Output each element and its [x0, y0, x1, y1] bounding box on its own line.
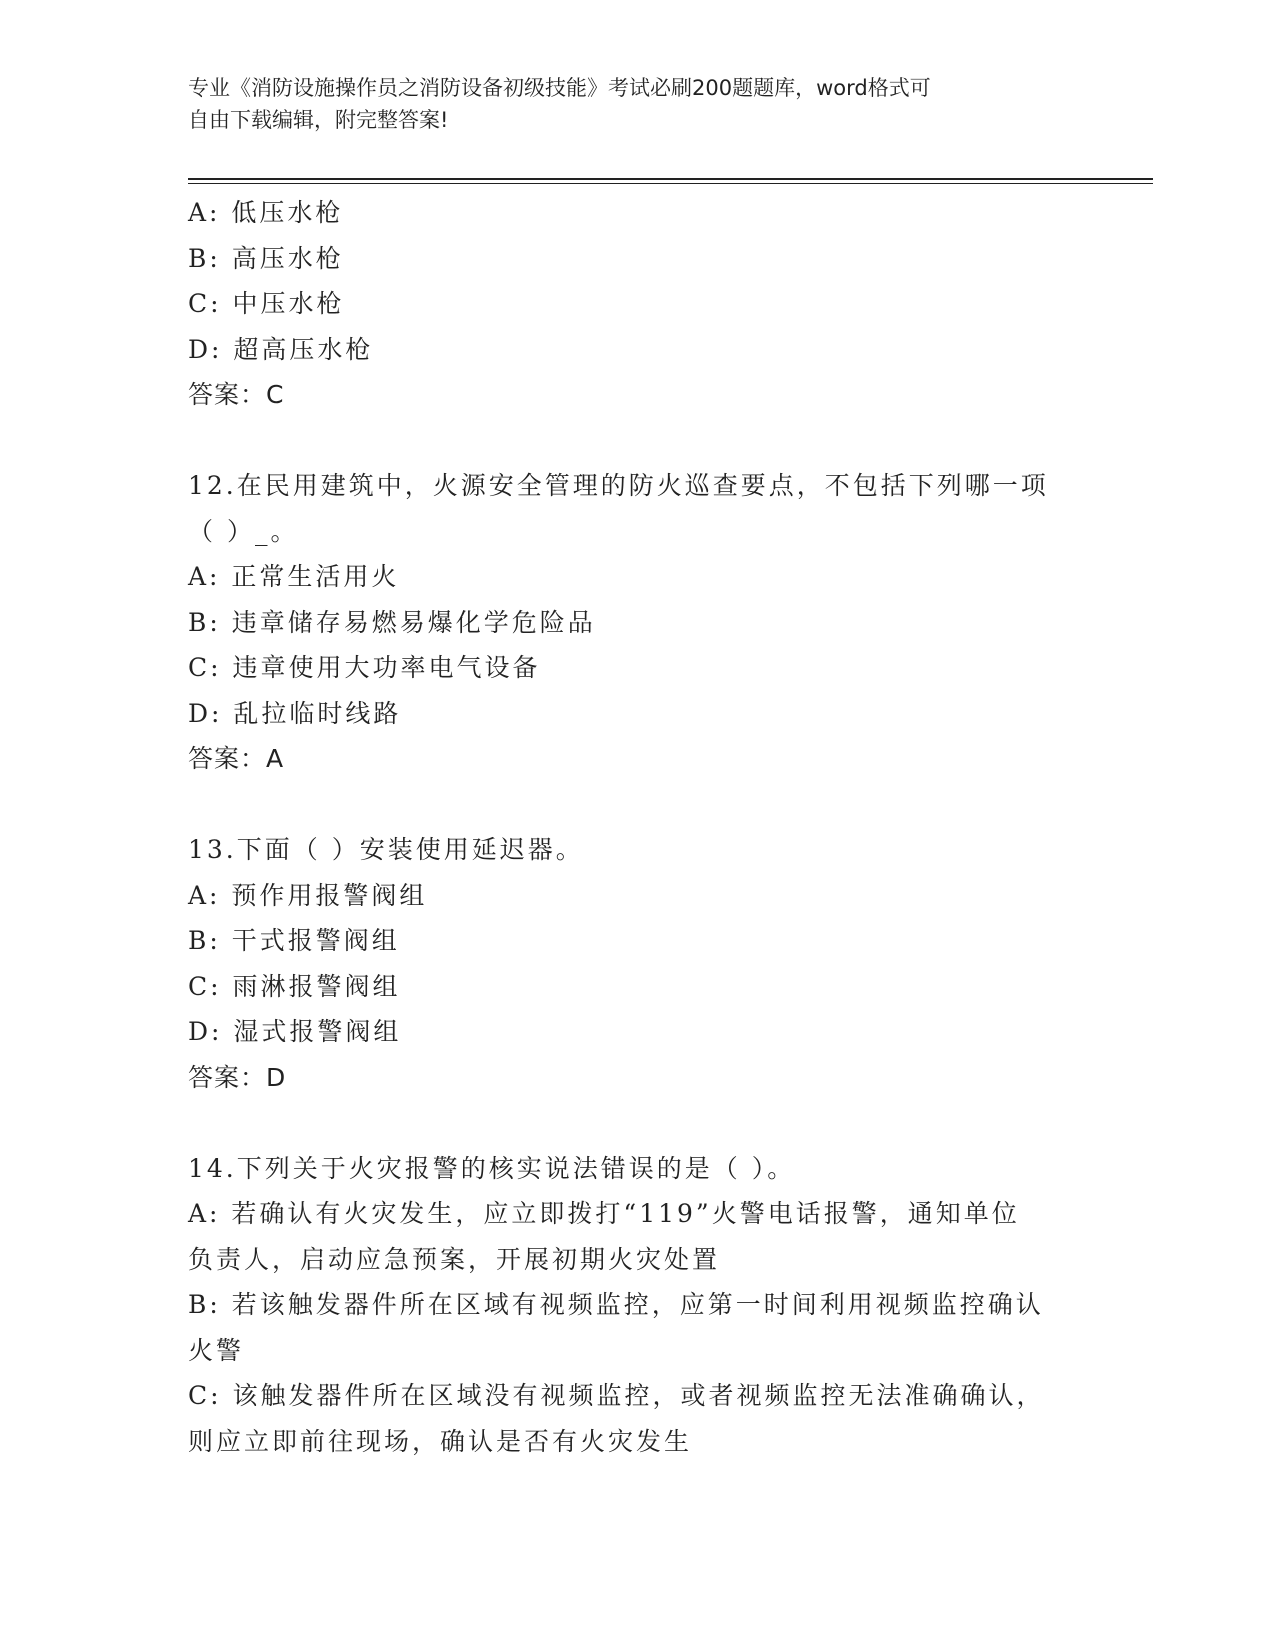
option-b-continued: 火警	[188, 1335, 245, 1365]
answer-label: 答案：C	[188, 380, 285, 409]
option-b: B: 违章储存易燃易爆化学危险品	[188, 607, 596, 637]
question-stem: 13.下面（ ）安装使用延迟器。	[188, 835, 584, 864]
answer-label: 答案：D	[188, 1062, 287, 1092]
spacer	[188, 418, 1153, 464]
question-stem: 12.在民用建筑中，火源安全管理的防火巡查要点，不包括下列哪一项	[188, 471, 1049, 500]
option-c: C: 中压水枪	[188, 289, 345, 318]
answer-label: 答案：A	[188, 744, 285, 773]
header-divider-thick	[188, 178, 1153, 180]
option-d: D: 湿式报警阀组	[188, 1017, 402, 1046]
option-d: D: 乱拉临时线路	[188, 698, 402, 728]
header-line-1: 专业《消防设施操作员之消防设备初级技能》考试必刷200题题库，word格式可	[188, 76, 931, 100]
option-b: B: 若该触发器件所在区域有视频监控，应第一时间利用视频监控确认	[188, 1290, 1044, 1319]
page-header	[188, 72, 1088, 136]
question-13	[188, 827, 1153, 1100]
option-c: C: 违章使用大功率电气设备	[188, 653, 541, 682]
spacer	[188, 782, 1153, 828]
question-stem-continued: （ ）_。	[188, 516, 299, 546]
option-a: A: 正常生活用火	[188, 562, 400, 591]
question-11	[188, 190, 1153, 418]
question-14	[188, 1146, 1153, 1465]
option-a: A: 预作用报警阀组	[188, 880, 428, 910]
header-line-2: 自由下载编辑，附完整答案!	[188, 108, 449, 132]
question-stem: 14.下列关于火灾报警的核实说法错误的是（ ）。	[188, 1153, 796, 1183]
option-b: B: 干式报警阀组	[188, 926, 400, 955]
option-c: C: 该触发器件所在区域没有视频监控，或者视频监控无法准确确认，	[188, 1381, 1045, 1410]
option-c: C: 雨淋报警阀组	[188, 971, 401, 1001]
header-divider-thin	[188, 183, 1153, 184]
spacer	[188, 1100, 1153, 1146]
question-list	[188, 190, 1153, 1464]
option-a-continued: 负责人，启动应急预案，开展初期火灾处置	[188, 1244, 721, 1274]
option-a: A: 若确认有火灾发生，应立即拨打“119”火警电话报警，通知单位	[188, 1199, 1020, 1228]
option-b: B: 高压水枪	[188, 243, 344, 273]
option-c-continued: 则应立即前往现场，确认是否有火灾发生	[188, 1426, 693, 1456]
option-d: D: 超高压水枪	[188, 334, 374, 364]
option-a: A: 低压水枪	[188, 198, 344, 227]
question-12	[188, 463, 1153, 782]
